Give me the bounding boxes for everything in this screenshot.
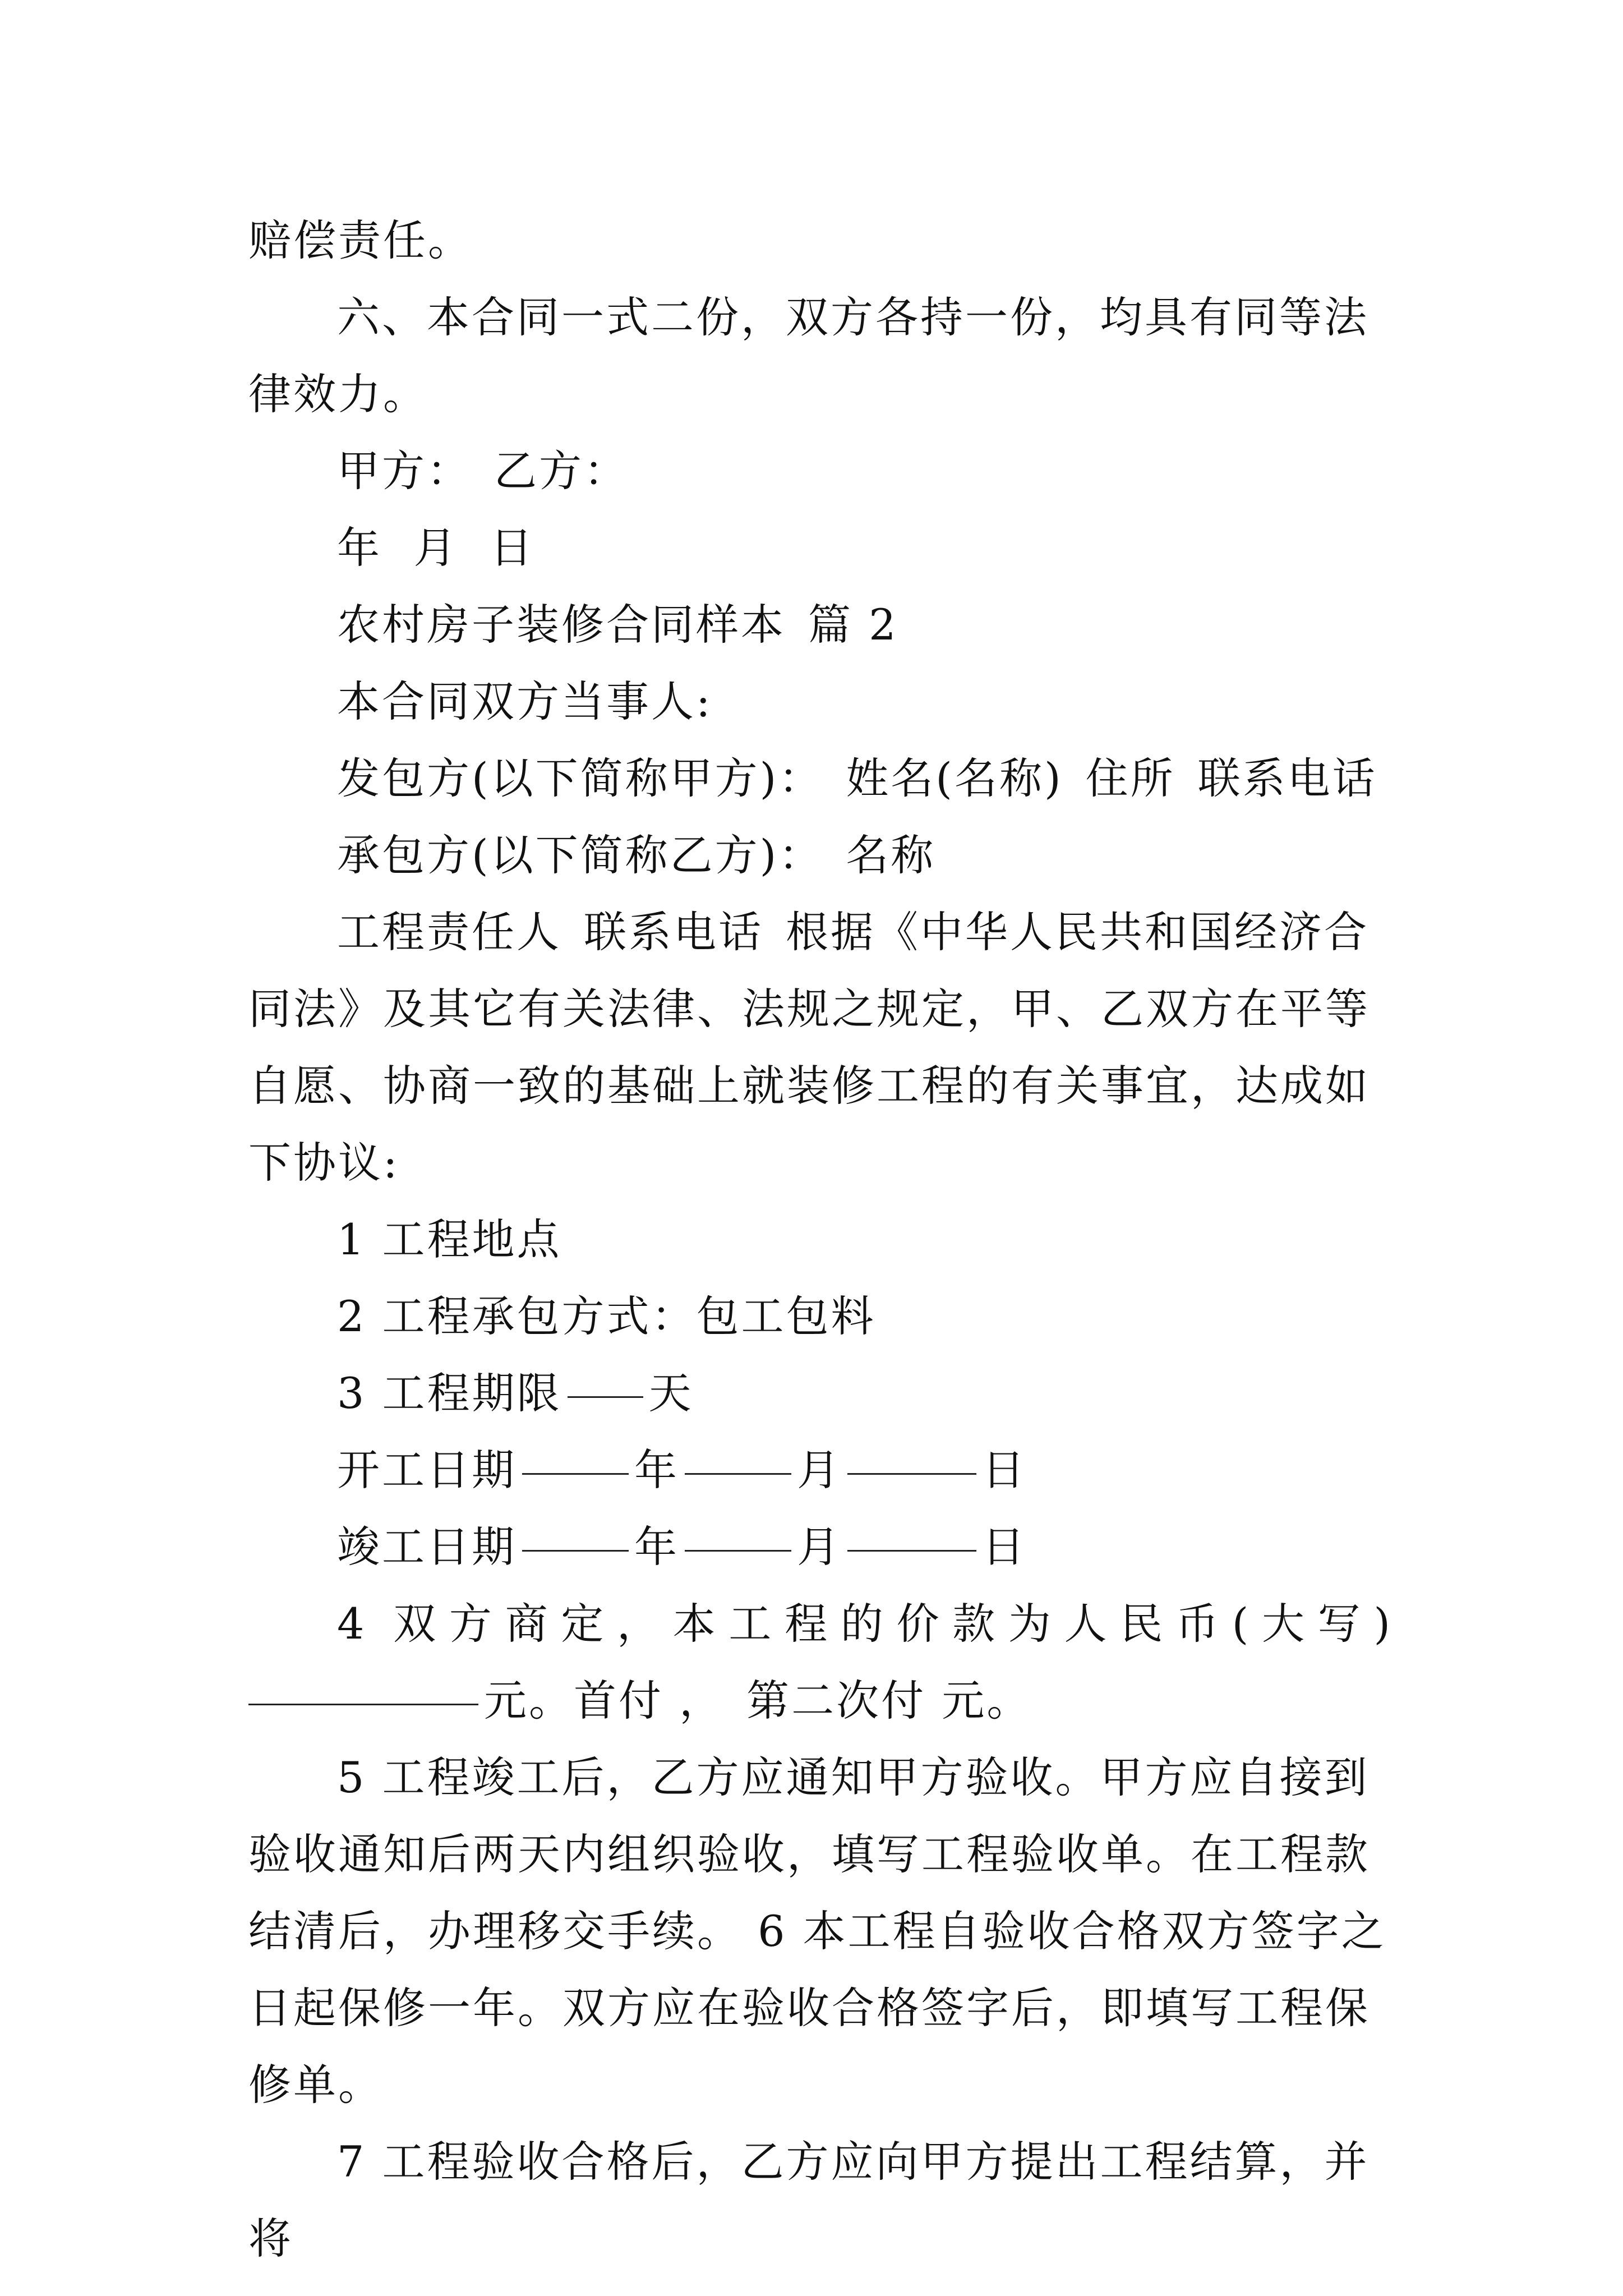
blank-completion-month — [685, 1550, 791, 1552]
blank-price-amount — [248, 1704, 478, 1705]
document-body — [248, 202, 1393, 2277]
contractor-name-label: 名称 — [846, 830, 936, 880]
blank-start-day — [847, 1473, 976, 1475]
clause-4-line-1 — [248, 1585, 1393, 1662]
contractor-label: 承包方(以下简称乙方)： — [337, 830, 824, 880]
start-date-line — [248, 1432, 1393, 1508]
clause-7 — [248, 2123, 1393, 2277]
responsible-phone-label: 联系电话 — [584, 907, 763, 957]
text-clause-4: 4 双方商定，本工程的价款为人民币(大写) — [337, 1599, 1393, 1649]
text-first-payment: 元。首付 ， — [484, 1676, 725, 1726]
text-clause-six: 六、本合同一式二份，双方各持一份，均具有同等法律效力。 — [248, 292, 1369, 419]
text-legal-basis: 根据《中华人民共和国经济合同法》及其它有关法律、法规之规定，甲、乙双方在平等自愿、协商一致的基础上就装修工程的有关事宜，达成如下协议: — [248, 907, 1370, 1188]
clause-1 — [248, 1201, 1393, 1278]
text-date-placeholder: 年 月 日 — [337, 523, 535, 573]
text-days-unit: 天 — [648, 1368, 694, 1418]
year-unit: 年 — [634, 1445, 679, 1495]
title-section-number: 篇 2 — [808, 600, 898, 650]
clause-2 — [248, 1278, 1393, 1355]
paragraph-signatures — [248, 432, 1393, 509]
party-a-label: 甲方： — [337, 446, 472, 496]
start-date-label: 开工日期 — [337, 1445, 517, 1495]
text-clause-5-6: 5 工程竣工后，乙方应通知甲方验收。甲方应自接到验收通知后两天内组织验收，填写工程验收单。在工程款结清后，办理移交手续。 6 本工程自验收合格双方签字之日起保修一年。双方应在验收合格签字后，即填写工程保修单。 — [248, 1752, 1386, 2110]
blank-completion-year — [522, 1550, 629, 1552]
clause-3 — [248, 1355, 1393, 1432]
employer-name-label: 姓名(名称) — [846, 753, 1063, 803]
paragraph-parties-intro — [248, 663, 1393, 740]
text-clause-2: 2 工程承包方式：包工包料 — [337, 1291, 876, 1341]
blank-days — [568, 1396, 643, 1398]
clause-5-6 — [248, 1739, 1393, 2123]
completion-date-line — [248, 1508, 1393, 1585]
paragraph-employer — [248, 740, 1393, 817]
blank-completion-day — [847, 1550, 976, 1552]
text-clause-3: 3 工程期限 — [337, 1368, 562, 1418]
title-text: 农村房子装修合同样本 — [337, 600, 786, 650]
section-title — [248, 586, 1393, 663]
employer-address-label: 住所 — [1085, 753, 1175, 803]
paragraph-clause-six — [248, 279, 1393, 432]
year-unit: 年 — [634, 1522, 679, 1572]
text-compensation: 赔偿责任。 — [248, 215, 473, 265]
clause-4-line-2 — [248, 1662, 1393, 1739]
paragraph-contractor — [248, 817, 1393, 894]
month-unit: 月 — [797, 1522, 842, 1572]
text-clause-7: 7 工程验收合格后，乙方应向甲方提出工程结算，并将 — [248, 2137, 1370, 2263]
employer-label: 发包方(以下简称甲方)： — [337, 753, 824, 803]
paragraph-date — [248, 509, 1393, 586]
responsible-person-label: 工程责任人 — [337, 907, 561, 957]
blank-start-year — [522, 1473, 629, 1475]
paragraph-legal-basis — [248, 894, 1393, 1201]
completion-date-label: 竣工日期 — [337, 1522, 517, 1572]
text-clause-1: 1 工程地点 — [337, 1214, 562, 1264]
text-second-payment: 第二次付 元。 — [746, 1676, 1032, 1726]
day-unit: 日 — [982, 1445, 1027, 1495]
employer-phone-label: 联系电话 — [1197, 753, 1377, 803]
month-unit: 月 — [797, 1445, 842, 1495]
party-b-label: 乙方： — [494, 446, 629, 496]
paragraph-compensation — [248, 202, 1393, 279]
text-parties-intro: 本合同双方当事人: — [337, 677, 713, 726]
blank-start-month — [685, 1473, 791, 1475]
day-unit: 日 — [982, 1522, 1027, 1572]
